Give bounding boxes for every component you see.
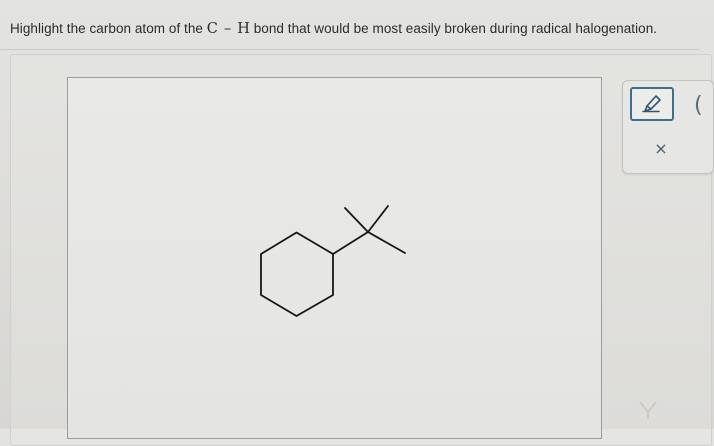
atom-c-label: C [206,21,218,37]
background-reflection [636,398,660,420]
header-divider [0,49,700,50]
question-prefix: Highlight the carbon atom of the [10,21,207,36]
methyl-bond-upper-left[interactable] [345,208,368,232]
pencil-icon [639,91,665,118]
atom-h-label: H [237,21,250,37]
pencil-tool-button[interactable] [630,87,674,121]
ring-to-quaternary-bond[interactable] [333,232,368,254]
question-suffix: bond that would be most easily broken during radical halogenation. [249,21,658,36]
close-icon[interactable]: × [654,139,668,158]
molecule-drawing[interactable] [68,78,601,438]
methyl-bond-upper-right[interactable] [368,206,388,232]
drawing-canvas[interactable] [67,77,602,439]
question-text [10,18,700,40]
next-tool-button[interactable]: ( [694,93,703,118]
bond-dash: – [223,21,232,37]
methyl-bond-lower-right[interactable] [368,232,405,253]
tool-palette [622,80,714,174]
cyclohexane-ring[interactable] [261,233,333,317]
